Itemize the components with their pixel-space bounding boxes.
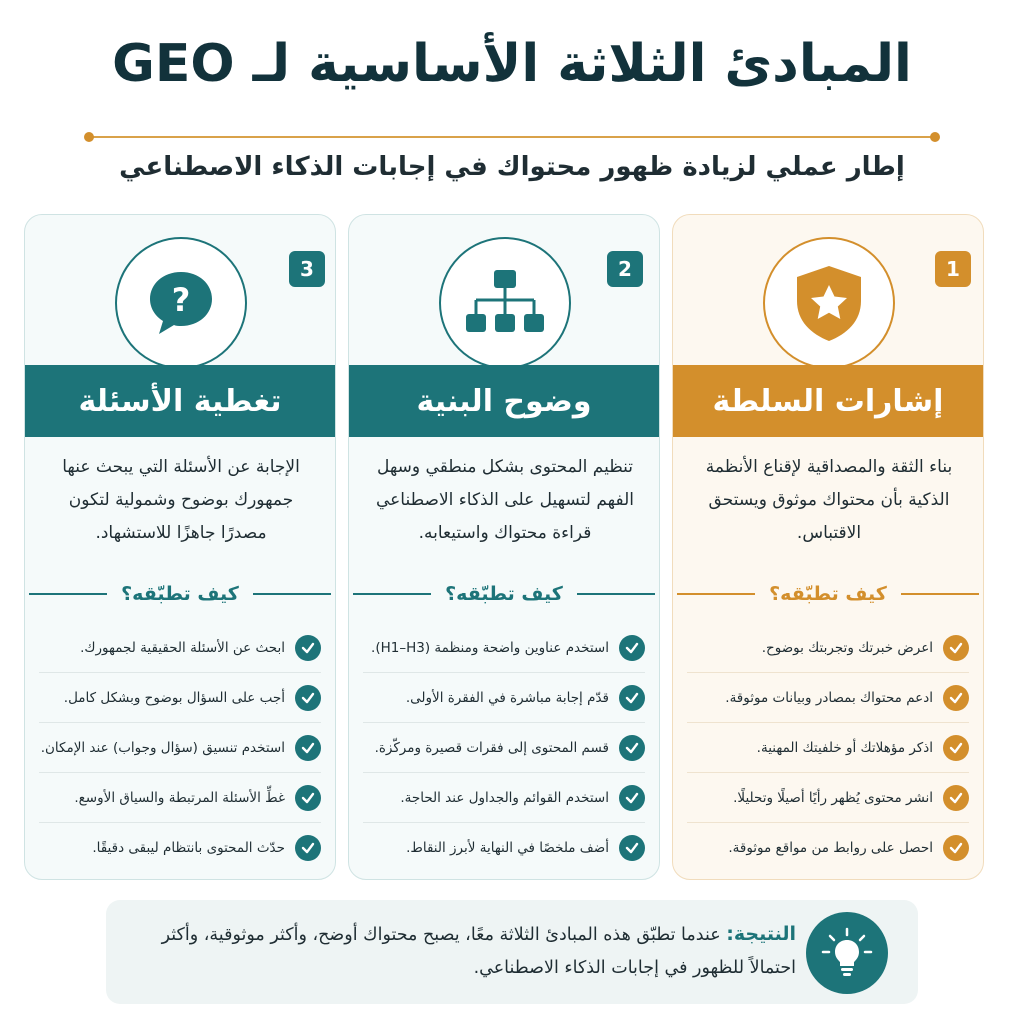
question-bubble-icon [142,264,220,342]
principle-card-questions [24,214,336,880]
list-item-text: انشر محتوى يُظهر رأيًا أصيلًا وتحليلًا. [733,789,933,806]
list-item-text: أجب على السؤال بوضوح وبشكل كامل. [63,689,285,706]
tips-list [39,623,321,873]
check-icon [943,785,969,811]
divider-dot [84,132,94,142]
page-title: المبادئ الثلاثة الأساسية لـ GEO [112,34,912,94]
list-item-text: قسم المحتوى إلى فقرات قصيرة ومركّزة. [374,739,609,756]
check-icon [295,635,321,661]
icon-circle [115,237,247,369]
list-item [687,673,969,723]
principle-card-structure [348,214,660,880]
list-item [363,673,645,723]
list-item-text: ادعم محتواك بمصادر وبيانات موثوقة. [725,689,933,706]
result-text: عندما تطبّق هذه المبادئ الثلاثة معًا، يصبح محتواك أوضح، وأكثر موثوقية، وأكثر احتمالاً للظهور في إجابات الذكاء الاصطناعي. [161,925,796,978]
bulb-circle [806,912,888,994]
list-item [39,673,321,723]
icon-circle [439,237,571,369]
list-item-text: ابحث عن الأسئلة الحقيقية لجمهورك. [80,639,285,656]
list-item [687,623,969,673]
header-rule [29,593,107,595]
lightbulb-icon [820,926,874,980]
divider-dot [930,132,940,142]
how-to-apply-label: كيف تطبّقه؟ [445,583,563,605]
how-to-apply-label: كيف تطبّقه؟ [769,583,887,605]
shield-star-icon [792,263,866,343]
list-item [687,723,969,773]
header-rule [901,593,979,595]
check-icon [619,635,645,661]
header-rule [577,593,655,595]
list-item [39,823,321,873]
list-item-text: استخدم عناوين واضحة ومنظمة (H1–H3). [371,639,609,656]
list-item-text: غطِّ الأسئلة المرتبطة والسياق الأوسع. [74,789,285,806]
how-to-apply-header [673,583,983,605]
list-item [363,823,645,873]
title-divider [88,136,936,138]
principle-card-authority [672,214,984,880]
card-description: الإجابة عن الأسئلة التي يبحث عنها جمهورك بوضوح وشمولية لتكون مصدرًا جاهزًا للاستشهاد. [62,457,300,543]
list-item [363,723,645,773]
list-item [39,773,321,823]
list-item [39,623,321,673]
list-item-text: قدّم إجابة مباشرة في الفقرة الأولى. [405,689,609,706]
check-icon [295,735,321,761]
result-text-block [136,918,796,985]
check-icon [619,735,645,761]
card-heading: وضوح البنية [349,365,659,437]
card-number-badge: 1 [935,251,971,287]
list-item [687,823,969,873]
list-item-text: استخدم القوائم والجداول عند الحاجة. [400,789,609,806]
tips-list [363,623,645,873]
check-icon [295,785,321,811]
list-item-text: حدّث المحتوى بانتظام ليبقى دقيقًا. [92,840,285,856]
check-icon [943,635,969,661]
list-item-text: احصل على روابط من مواقع موثوقة. [728,840,933,856]
list-item-text: استخدم تنسيق (سؤال وجواب) عند الإمكان. [40,739,285,756]
list-item-text: اذكر مؤهلاتك أو خلفيتك المهنية. [756,739,933,756]
card-description: بناء الثقة والمصداقية لإقناع الأنظمة الذكية بأن محتواك موثوق ويستحق الاقتباس. [705,457,953,543]
card-number-badge: 3 [289,251,325,287]
header-rule [253,593,331,595]
check-icon [295,835,321,861]
check-icon [943,835,969,861]
hierarchy-icon [465,268,545,338]
check-icon [943,685,969,711]
list-item [363,623,645,673]
svg-text:?: ? [171,281,191,319]
header-rule [353,593,431,595]
list-item-text: أضف ملخصًا في النهاية لأبرز النقاط. [406,840,609,856]
result-label: النتيجة: [726,923,796,945]
card-heading: إشارات السلطة [673,365,983,437]
list-item-text: اعرض خبرتك وتجربتك بوضوح. [761,639,933,656]
check-icon [619,785,645,811]
header-rule [677,593,755,595]
check-icon [619,685,645,711]
list-item [363,773,645,823]
check-icon [943,735,969,761]
check-icon [619,835,645,861]
check-icon [295,685,321,711]
card-number-badge: 2 [607,251,643,287]
how-to-apply-label: كيف تطبّقه؟ [121,583,239,605]
tips-list [687,623,969,873]
icon-circle [763,237,895,369]
page-subtitle: إطار عملي لزيادة ظهور محتواك في إجابات الذكاء الاصطناعي [119,152,905,182]
result-box [106,900,918,1004]
list-item [39,723,321,773]
how-to-apply-header [25,583,335,605]
how-to-apply-header [349,583,659,605]
list-item [687,773,969,823]
card-description: تنظيم المحتوى بشكل منطقي وسهل الفهم لتسهيل على الذكاء الاصطناعي قراءة محتواك واستيعابه. [375,457,635,543]
card-heading: تغطية الأسئلة [25,365,335,437]
